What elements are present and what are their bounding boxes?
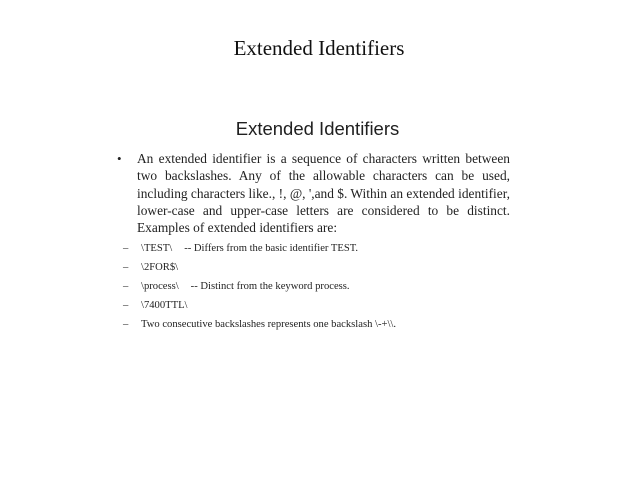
list-item — [115, 239, 510, 258]
example-note: -- Distinct from the keyword process. — [190, 281, 350, 293]
example-code: \7400TTL\ — [141, 300, 188, 312]
dash-icon: – — [123, 243, 129, 255]
dash-icon: – — [123, 319, 129, 331]
bullet-paragraph — [115, 150, 510, 236]
list-item — [115, 258, 510, 277]
bullet-dot-icon: • — [117, 151, 122, 166]
dash-icon: – — [123, 281, 129, 293]
dash-icon: – — [123, 262, 129, 274]
dash-icon: – — [123, 300, 129, 312]
example-note: -- Differs from the basic identifier TEST. — [184, 243, 359, 255]
example-code: \TEST\ — [141, 243, 173, 255]
final-example-text: Two consecutive backslashes represents one backslash \-+\\. — [141, 319, 396, 331]
example-code: \process\ — [141, 281, 179, 293]
list-item — [115, 296, 510, 315]
slide-title: Extended Identifiers — [233, 36, 405, 60]
content-heading: Extended Identifiers — [235, 118, 400, 139]
bullet-text: An extended identifier is a sequence of characters written between two backslashes. Any of the allowable characters can be used, including characters like., !, @, ',and $. Within an extended identifier, lower-case and upper-case letters are considered to be distinct. Examples of extended identifiers are: — [137, 151, 510, 236]
examples-list — [115, 239, 510, 334]
example-code: \2FOR$\ — [141, 262, 179, 274]
slide-content — [115, 118, 510, 334]
list-item — [115, 315, 510, 334]
list-item — [115, 277, 510, 296]
